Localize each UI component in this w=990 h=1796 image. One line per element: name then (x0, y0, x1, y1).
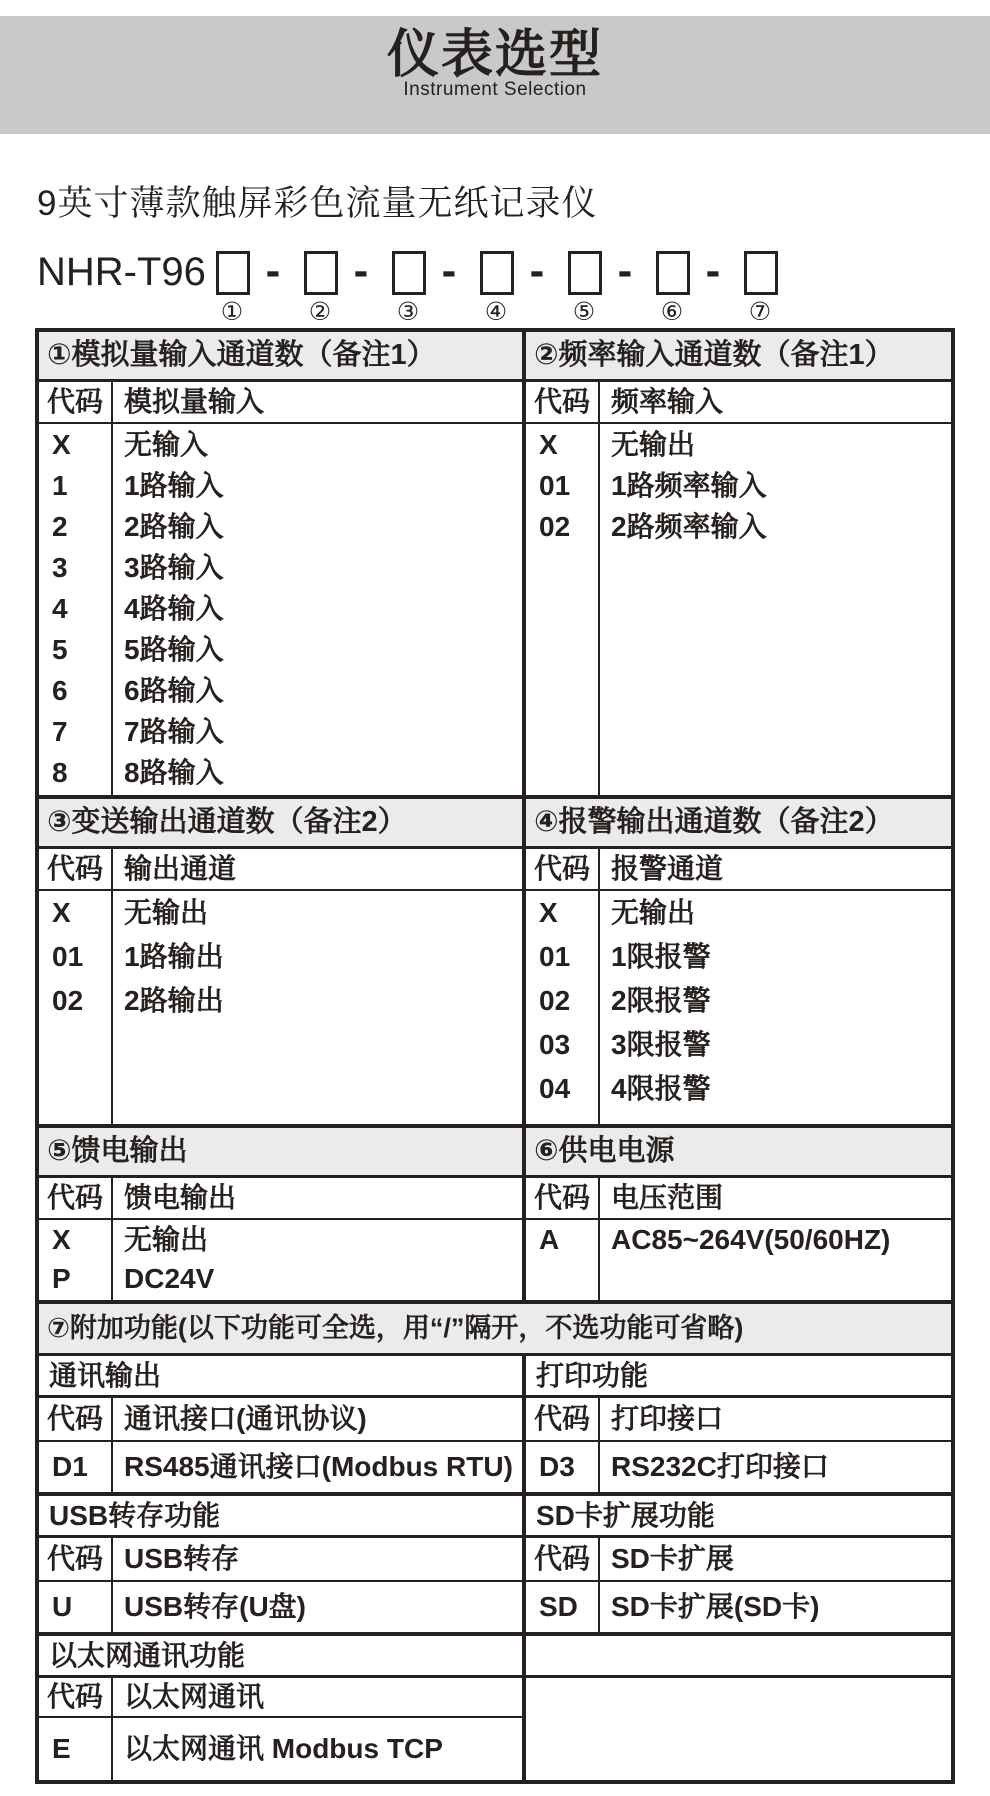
code-cell: 6 (52, 675, 68, 706)
table-row (39, 1582, 522, 1632)
section-2-rows (526, 424, 951, 547)
model-slot-5 (566, 246, 654, 328)
subsection-sd-header: SD卡扩展功能 (522, 1496, 951, 1535)
model-option-box (216, 251, 250, 295)
desc-column-header: 输出通道 (124, 853, 237, 884)
desc-cell: 6路输入 (124, 675, 224, 706)
table-row (526, 465, 951, 506)
code-cell: 01 (52, 941, 84, 972)
section-1-header: ①模拟量输入通道数（备注1） (39, 332, 522, 379)
code-cell: 1 (52, 470, 68, 501)
code-cell: X (539, 897, 558, 928)
desc-cell: 无输出 (124, 897, 209, 928)
code-cell: X (52, 897, 71, 928)
table-row (39, 979, 522, 1023)
subsection-header-row-1 (39, 1356, 951, 1398)
model-option-box (480, 251, 514, 295)
code-cell: 7 (52, 716, 68, 747)
code-column-header: 代码 (46, 1543, 103, 1574)
desc-column-header: 模拟量输入 (124, 386, 265, 417)
table-row (526, 935, 951, 979)
column-header-row (526, 849, 951, 891)
code-cell: 03 (539, 1029, 571, 1060)
desc-cell: 3限报警 (611, 1029, 711, 1060)
code-cell: X (52, 429, 71, 460)
model-prefix: NHR-T96 (37, 250, 206, 294)
model-dash: - (441, 246, 457, 295)
model-option-box (568, 251, 602, 295)
column-header-row (526, 1178, 951, 1220)
section-4-table (522, 849, 951, 1124)
print-column-headers (522, 1398, 951, 1442)
desc-cell: 无输入 (124, 429, 209, 460)
empty-cell (522, 1636, 951, 1675)
desc-cell: 5路输入 (124, 634, 224, 665)
table-row (39, 424, 522, 465)
desc-cell: 无输出 (611, 897, 696, 928)
code-cell: A (539, 1224, 560, 1255)
code-cell: 01 (539, 941, 571, 972)
model-slot-number: ⑥ (660, 298, 684, 326)
code-cell: 04 (539, 1073, 571, 1104)
code-cell: U (52, 1591, 73, 1622)
model-option-box (304, 251, 338, 295)
banner-title: 仪表选型 (386, 26, 603, 84)
desc-cell: 1路输入 (124, 470, 224, 501)
desc-column-header: SD卡扩展 (611, 1543, 734, 1574)
table-row (526, 424, 951, 465)
code-cell: 02 (539, 511, 571, 542)
code-column-header: 代码 (46, 386, 103, 417)
table-row (39, 1220, 522, 1259)
desc-cell: 2路输入 (124, 511, 224, 542)
desc-column-header: 电压范围 (611, 1182, 724, 1213)
banner-subtitle: Instrument Selection (403, 79, 587, 100)
desc-cell: 4限报警 (611, 1073, 711, 1104)
model-dash: - (265, 246, 281, 295)
code-cell: D1 (52, 1451, 88, 1482)
code-cell: 3 (52, 552, 68, 583)
table-row (39, 629, 522, 670)
desc-column-header: 频率输入 (611, 386, 724, 417)
code-cell: 01 (539, 470, 571, 501)
model-slot-number: ⑤ (572, 298, 596, 326)
column-header-row (39, 1398, 951, 1442)
desc-cell: 1路频率输入 (611, 470, 767, 501)
desc-cell: 4路输入 (124, 593, 224, 624)
model-slot-3 (390, 246, 478, 328)
table-row (522, 1442, 951, 1492)
data-row (39, 1718, 951, 1780)
code-column-header: 代码 (533, 386, 590, 417)
desc-cell: RS485通讯接口(Modbus RTU) (124, 1451, 513, 1482)
section-1-table (39, 382, 522, 795)
desc-cell: 无输出 (124, 1224, 209, 1255)
model-option-box (392, 251, 426, 295)
column-header-row (39, 1678, 951, 1718)
column-header-row (39, 1178, 522, 1220)
desc-cell: 无输出 (611, 429, 696, 460)
model-code-line (37, 246, 786, 328)
section-6-table (522, 1178, 951, 1300)
section-5-rows (39, 1220, 522, 1298)
model-dash: - (353, 246, 369, 295)
code-column-header: 代码 (533, 1403, 590, 1434)
desc-cell: 2路输出 (124, 985, 224, 1016)
model-option-box (744, 251, 778, 295)
table-row (522, 1582, 951, 1632)
section-2-header: ②频率输入通道数（备注1） (522, 332, 951, 379)
code-column-header: 代码 (46, 1403, 103, 1434)
desc-cell: 1限报警 (611, 941, 711, 972)
table-row (526, 891, 951, 935)
column-header-row (39, 1538, 951, 1582)
section-3-header: ③变送输出通道数（备注2） (39, 799, 522, 846)
ethernet-column-headers (39, 1678, 522, 1718)
code-cell: P (52, 1263, 71, 1294)
section-7-header: ⑦附加功能(以下功能可全选，用“/”隔开，不选功能可省略) (39, 1300, 951, 1356)
model-dash: - (529, 246, 545, 295)
section-1-rows (39, 424, 522, 793)
model-slot-2 (302, 246, 390, 328)
code-column-header: 代码 (533, 853, 590, 884)
section-6-rows (526, 1220, 951, 1259)
section-5-table (39, 1178, 522, 1300)
subsection-header-row-3 (39, 1636, 951, 1678)
section-6-header: ⑥供电电源 (522, 1128, 951, 1175)
top-banner (0, 16, 990, 134)
code-column-header: 代码 (533, 1182, 590, 1213)
code-cell: 02 (539, 985, 571, 1016)
desc-column-header: 报警通道 (611, 853, 724, 884)
desc-column-header: 以太网通讯 (124, 1681, 265, 1712)
model-slot-number: ① (220, 298, 244, 326)
table-row (526, 979, 951, 1023)
desc-cell: RS232C打印接口 (611, 1451, 829, 1482)
table-row (526, 1023, 951, 1067)
desc-cell: 3路输入 (124, 552, 224, 583)
model-slot-4 (478, 246, 566, 328)
band-row-2 (39, 795, 951, 849)
model-slot-number: ② (308, 298, 332, 326)
table-row (39, 465, 522, 506)
desc-cell: 2路频率输入 (611, 511, 767, 542)
band-row-1 (39, 332, 951, 382)
desc-cell: AC85~264V(50/60HZ) (611, 1224, 891, 1255)
desc-cell: 7路输入 (124, 716, 224, 747)
section-3-table (39, 849, 522, 1124)
subsection-print-header: 打印功能 (522, 1356, 951, 1395)
subsection-comm-header: 通讯输出 (49, 1360, 162, 1391)
table-row (39, 547, 522, 588)
body-row-1 (39, 382, 951, 795)
desc-cell: 以太网通讯 Modbus TCP (124, 1733, 443, 1764)
subsection-header-row-2 (39, 1496, 951, 1538)
desc-column-header: 通讯接口(通讯协议) (124, 1403, 367, 1434)
code-column-header: 代码 (46, 853, 103, 884)
code-cell: 4 (52, 593, 68, 624)
sd-column-headers (522, 1538, 951, 1582)
desc-column-header: USB转存 (124, 1543, 240, 1574)
code-cell: D3 (539, 1451, 575, 1482)
empty-cell (522, 1678, 951, 1718)
desc-cell: USB转存(U盘) (124, 1591, 306, 1622)
desc-cell: 2限报警 (611, 985, 711, 1016)
subsection-usb-header: USB转存功能 (49, 1500, 221, 1531)
table-row (39, 1718, 522, 1780)
model-slot-7 (742, 246, 786, 328)
code-cell: X (52, 1224, 71, 1255)
subsection-ethernet-header: 以太网通讯功能 (49, 1640, 246, 1671)
code-cell: 02 (52, 985, 84, 1016)
desc-cell: SD卡扩展(SD卡) (611, 1591, 820, 1622)
model-slot-6 (654, 246, 742, 328)
model-slot-number: ④ (484, 298, 508, 326)
table-row (39, 588, 522, 629)
empty-cell (522, 1718, 951, 1780)
model-option-box (656, 251, 690, 295)
table-row (526, 506, 951, 547)
code-cell: 8 (52, 757, 68, 788)
code-column-header: 代码 (533, 1543, 590, 1574)
section-2-table (522, 382, 951, 795)
model-slot-number: ⑦ (748, 298, 772, 326)
desc-column-header: 打印接口 (611, 1403, 724, 1434)
table-row (39, 752, 522, 793)
desc-cell: 1路输出 (124, 941, 224, 972)
table-row (526, 1067, 951, 1111)
code-cell: X (539, 429, 558, 460)
table-row (39, 935, 522, 979)
table-row (39, 1442, 522, 1492)
usb-column-headers (39, 1538, 522, 1582)
section-5-header: ⑤馈电输出 (39, 1128, 522, 1175)
desc-cell: 8路输入 (124, 757, 224, 788)
section-4-header: ④报警输出通道数（备注2） (522, 799, 951, 846)
model-dash: - (705, 246, 721, 295)
section-3-rows (39, 891, 522, 1023)
table-row (526, 1220, 951, 1259)
section-4-rows (526, 891, 951, 1111)
column-header-row (39, 382, 522, 424)
table-row (39, 711, 522, 752)
table-row (39, 670, 522, 711)
table-row (39, 891, 522, 935)
selection-table (35, 328, 955, 1784)
comm-column-headers (39, 1398, 522, 1442)
product-title: 9英寸薄款触屏彩色流量无纸记录仪 (37, 184, 598, 223)
model-slot-1 (214, 246, 302, 328)
model-slot-number: ③ (396, 298, 420, 326)
desc-cell: DC24V (124, 1263, 215, 1294)
code-column-header: 代码 (46, 1681, 103, 1712)
code-column-header: 代码 (46, 1182, 103, 1213)
column-header-row (39, 849, 522, 891)
table-row (39, 1259, 522, 1298)
model-dash: - (617, 246, 633, 295)
code-cell: SD (539, 1591, 578, 1622)
band-row-3 (39, 1124, 951, 1178)
data-row (39, 1442, 951, 1496)
column-header-row (526, 382, 951, 424)
code-cell: E (52, 1733, 71, 1764)
desc-column-header: 馈电输出 (124, 1182, 237, 1213)
code-cell: 5 (52, 634, 68, 665)
code-cell: 2 (52, 511, 68, 542)
body-row-3 (39, 1178, 951, 1300)
table-row (39, 506, 522, 547)
body-row-2 (39, 849, 951, 1124)
data-row (39, 1582, 951, 1636)
